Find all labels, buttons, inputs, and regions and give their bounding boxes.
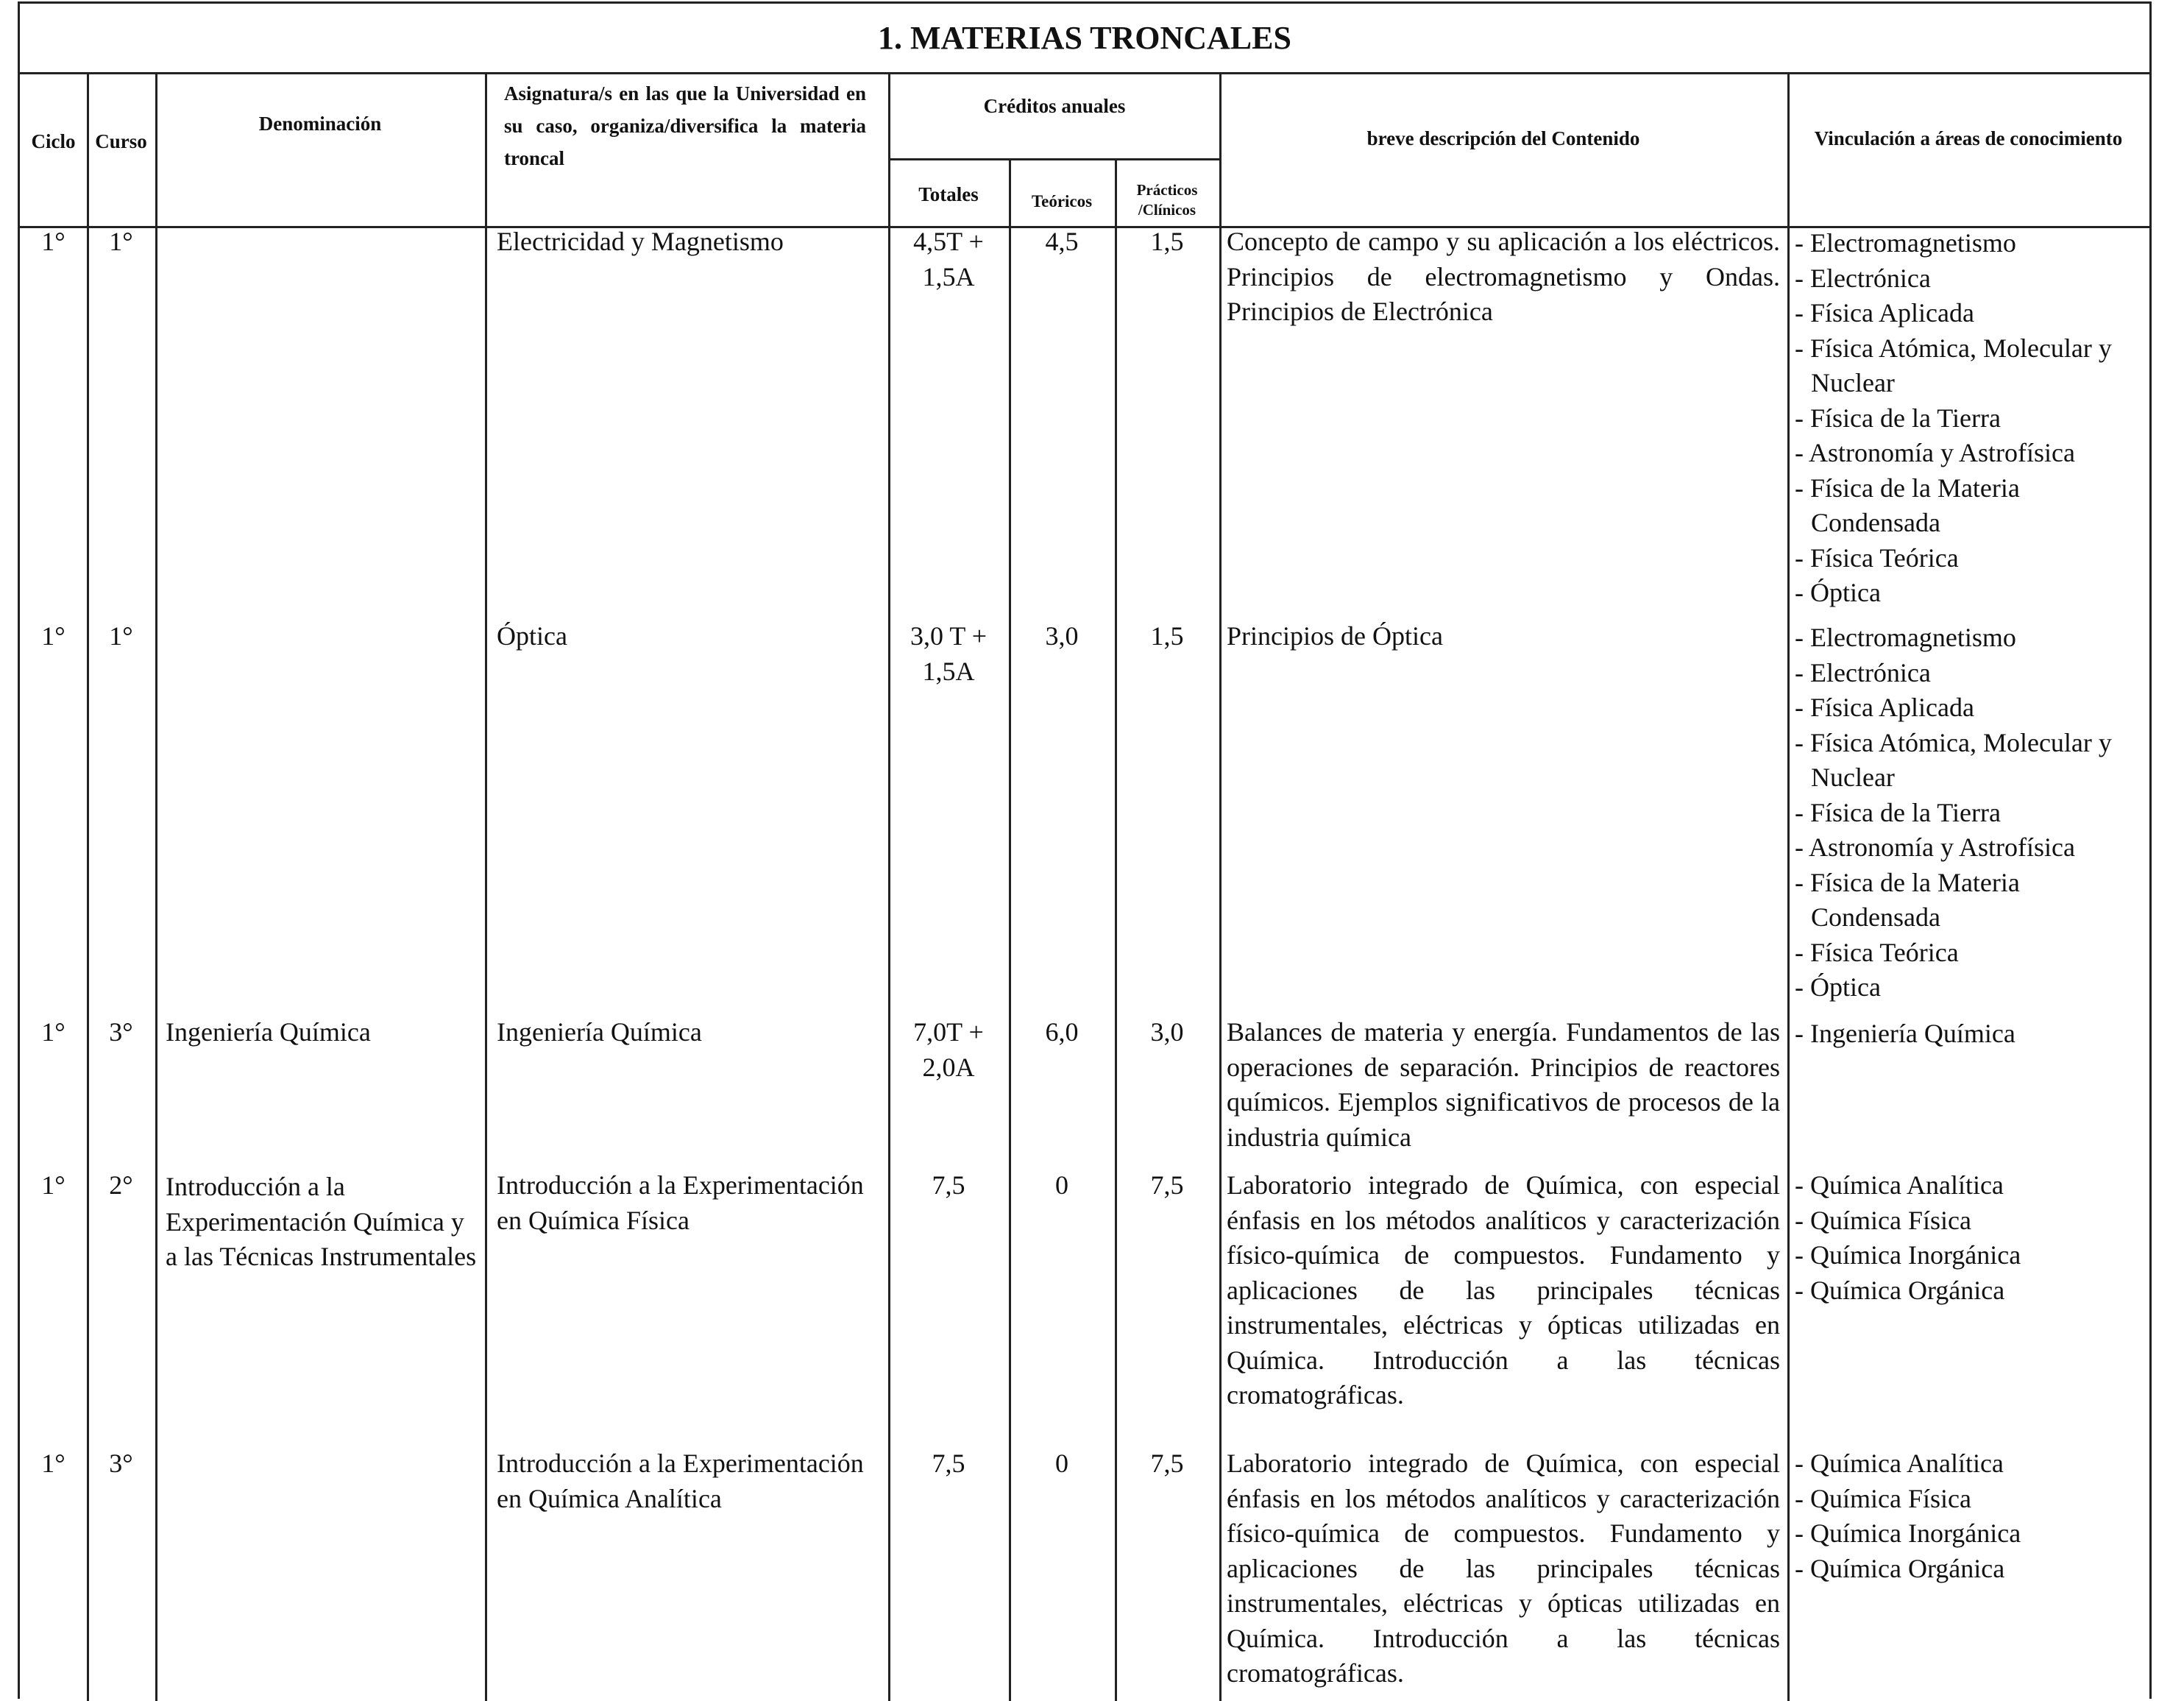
area-item: - Física Aplicada: [1795, 298, 1974, 328]
row5-ciclo: 1°: [41, 1449, 65, 1478]
area-item: - Ingeniería Química: [1795, 1019, 2015, 1048]
area-item: - Física Atómica, Molecular y Nuclear: [1795, 727, 2112, 792]
row5-descripcion: Laboratorio integrado de Química, con especial énfasis en los métodos analíticos y caracterización físico-química de compuestos. Fundamento y aplicaciones de las principales técnicas instrumentales, eléctricas y ópticas utilizadas en Química. Introducción a las técnicas cromatográficas.: [1227, 1449, 1780, 1688]
area-item: - Química Orgánica: [1795, 1275, 2005, 1305]
row3-totales: 7,0T + 2,0A: [913, 1017, 984, 1082]
area-item: - Electrónica: [1795, 657, 1931, 687]
row4-curso: 2°: [109, 1170, 133, 1200]
area-item: - Física Aplicada: [1795, 693, 1974, 722]
area-item: - Química Inorgánica: [1795, 1240, 2021, 1270]
row2-totales: 3,0 T + 1,5A: [910, 621, 987, 686]
header-teoricos: Teóricos: [1031, 192, 1093, 211]
row3-asignatura: Ingeniería Química: [497, 1017, 702, 1047]
area-item: - Astronomía y Astrofísica: [1795, 438, 2075, 467]
row4-descripcion: Laboratorio integrado de Química, con especial énfasis en los métodos analíticos y caracterización físico-química de compuestos. Fundamento y aplicaciones de las principales técnicas instrumentales, eléctricas y ópticas utilizadas en Química. Introducción a las técnicas cromatográficas.: [1227, 1170, 1780, 1410]
page-title: 1. MATERIAS TRONCALES: [20, 4, 2149, 74]
area-item: - Química Analítica: [1795, 1449, 2004, 1478]
row4-ciclo: 1°: [41, 1170, 65, 1200]
row4-practicos: 7,5: [1150, 1170, 1184, 1200]
row2-descripcion: Principios de Óptica: [1227, 621, 1443, 651]
header-ciclo: Ciclo: [31, 130, 76, 152]
row5-asignatura: Introducción a la Experimentación en Química Analítica: [497, 1449, 864, 1513]
col-divider: [888, 74, 890, 1701]
row2-asignatura: Óptica: [497, 621, 567, 651]
area-item: - Química Física: [1795, 1205, 1971, 1235]
row1-practicos: 1,5: [1150, 227, 1184, 256]
row2-curso: 1°: [109, 621, 133, 651]
area-item: - Física de la Materia Condensada: [1795, 867, 2020, 932]
header-curso: Curso: [95, 130, 147, 152]
col-divider: [485, 74, 487, 1701]
row4-teoricos: 0: [1055, 1170, 1068, 1200]
row4-totales: 7,5: [932, 1170, 965, 1200]
header-asignatura: Asignatura/s en las que la Universidad en su caso, organiza/diversifica la materia troncal: [504, 82, 866, 169]
area-item: - Astronomía y Astrofísica: [1795, 832, 2075, 862]
header-denominacion: Denominación: [258, 113, 382, 135]
area-item: - Química Física: [1795, 1483, 1971, 1513]
row5-practicos: 7,5: [1150, 1449, 1184, 1478]
row1-teoricos: 4,5: [1045, 227, 1079, 256]
area-item: - Física de la Tierra: [1795, 403, 2001, 433]
row2-teoricos: 3,0: [1045, 621, 1079, 651]
area-item: - Electromagnetismo: [1795, 228, 2016, 258]
header-vinculacion: Vinculación a áreas de conocimiento: [1814, 127, 2123, 149]
area-item: - Química Inorgánica: [1795, 1518, 2021, 1548]
row1-areas-list: [1795, 226, 2148, 611]
area-item: - Química Analítica: [1795, 1170, 2004, 1200]
area-item: - Física Atómica, Molecular y Nuclear: [1795, 333, 2112, 397]
row3-descripcion: Balances de materia y energía. Fundamentos de las operaciones de separación. Principios de reactores químicos. Ejemplos significativos de procesos de la industria química: [1227, 1017, 1780, 1152]
col-divider: [1219, 74, 1222, 1701]
row5-teoricos: 0: [1055, 1449, 1068, 1478]
area-item: - Química Orgánica: [1795, 1553, 2005, 1583]
troncales-table: [18, 1, 2152, 1699]
area-item: - Electromagnetismo: [1795, 623, 2016, 652]
area-item: - Física Teórica: [1795, 937, 1959, 967]
area-item: - Óptica: [1795, 578, 1881, 607]
row1-curso: 1°: [109, 227, 133, 256]
header-totales: Totales: [918, 183, 979, 205]
row5-curso: 3°: [109, 1449, 133, 1478]
row4-areas-list: [1795, 1168, 2148, 1308]
row3-ciclo: 1°: [41, 1017, 65, 1047]
area-item: - Óptica: [1795, 972, 1881, 1002]
row2-areas-list: [1795, 620, 2148, 1005]
row3-teoricos: 6,0: [1045, 1017, 1079, 1047]
row3-practicos: 3,0: [1150, 1017, 1184, 1047]
col-divider: [1787, 74, 1790, 1701]
row1-totales: 4,5T + 1,5A: [913, 227, 984, 291]
row1-asignatura: Electricidad y Magnetismo: [497, 227, 784, 256]
row5-totales: 7,5: [932, 1449, 965, 1478]
row3-areas-list: [1795, 1016, 2148, 1052]
row1-descripcion: Concepto de campo y su aplicación a los eléctricos. Principios de electromagnetismo y Ondas. Principios de Electrónica: [1227, 227, 1780, 326]
header-descripcion: breve descripción del Contenido: [1366, 127, 1640, 149]
row4-denominacion: Introducción a la Experimentación Química y a las Técnicas Instrumentales: [166, 1172, 477, 1271]
area-item: - Física Teórica: [1795, 542, 1959, 573]
row3-denominacion: Ingeniería Química: [166, 1017, 371, 1047]
row4-asignatura: Introducción a la Experimentación en Química Física: [497, 1170, 864, 1235]
row2-ciclo: 1°: [41, 621, 65, 651]
row2-practicos: 1,5: [1150, 621, 1184, 651]
row1-ciclo: 1°: [41, 227, 65, 256]
header-creditos-anuales: Créditos anuales: [983, 95, 1126, 117]
col-divider: [155, 74, 157, 1701]
area-item: - Física de la Tierra: [1795, 797, 2001, 827]
header-practicos: Prácticos /Clínicos: [1136, 181, 1198, 219]
row3-curso: 3°: [109, 1017, 133, 1047]
row5-areas-list: [1795, 1446, 2148, 1586]
creditos-subheader-rule: [888, 158, 1221, 160]
area-item: - Física de la Materia Condensada: [1795, 473, 2020, 537]
area-item: - Electrónica: [1795, 263, 1931, 293]
